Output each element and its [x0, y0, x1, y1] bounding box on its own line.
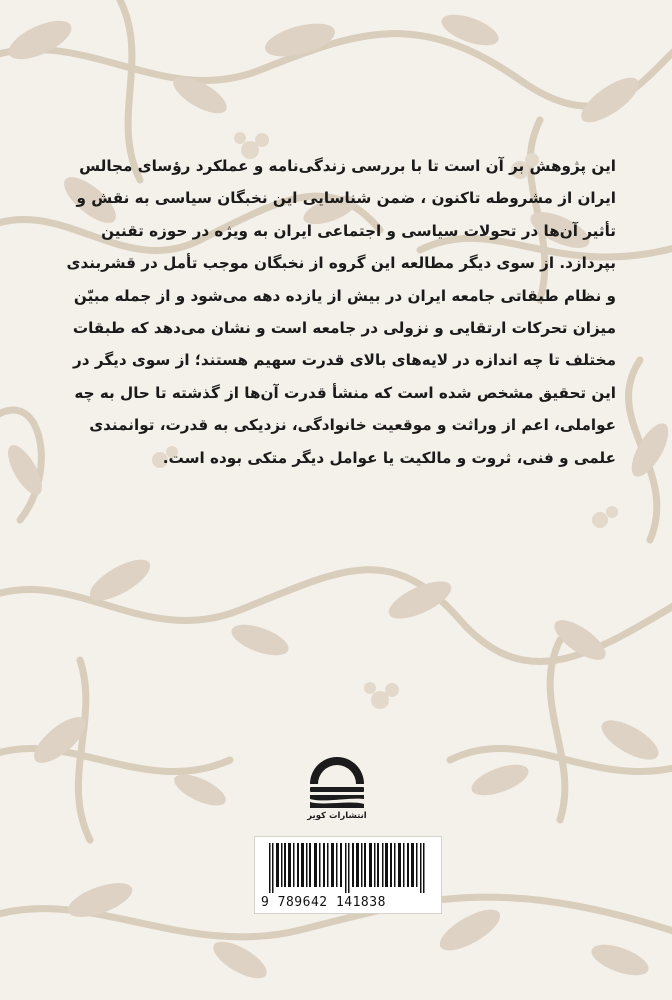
- blurb-line: این پژوهش بر آن است تا با بررسی زندگی‌نامه و عملکرد رؤسای مجالس: [79, 157, 616, 175]
- barcode-bars: [269, 843, 427, 893]
- blurb-line: میزان تحرکات ارتقایی و نزولی در جامعه است و نشان می‌دهد که طبقات: [72, 319, 616, 338]
- blurb-line: مختلف تا چه اندازه در لایه‌های بالای قدرت سهیم هستند؛ از سوی دیگر در: [73, 351, 616, 370]
- blurb-line: بپردازد. از سوی دیگر مطالعه این گروه از نخبگان موجب تأمل در قشربندی: [66, 254, 616, 273]
- blurb-line: تأثیر آن‌ها در تحولات سیاسی و اجتماعی ایران به ویژه در حوزه تقنین: [101, 221, 616, 240]
- blurb-line: علمی و فنی، ثروت و مالکیت یا عوامل دیگر متکی بوده است.: [162, 448, 616, 467]
- isbn-barcode: [254, 836, 442, 914]
- publisher-logo: [304, 750, 370, 820]
- back-cover-blurb: [60, 150, 616, 474]
- blurb-line: عواملی، اعم از وراثت و موقعیت خانوادگی، نزدیکی به قدرت، توانمندی: [89, 416, 616, 435]
- blurb-line: این تحقیق مشخص شده است که منشأ قدرت آن‌ها از گذشته تا حال به چه: [74, 383, 616, 402]
- blurb-line: ایران از مشروطه تاکنون ، ضمن شناسایی این نخبگان سیاسی به نقش و: [76, 189, 616, 208]
- publisher-name: انتشارات کویر: [307, 811, 367, 820]
- isbn-number: 9 789642 141838: [261, 895, 386, 910]
- blurb-line: و نظام طبقاتی جامعه ایران در بیش از یازده دهه می‌شود و از جمله مبیّن: [73, 286, 616, 305]
